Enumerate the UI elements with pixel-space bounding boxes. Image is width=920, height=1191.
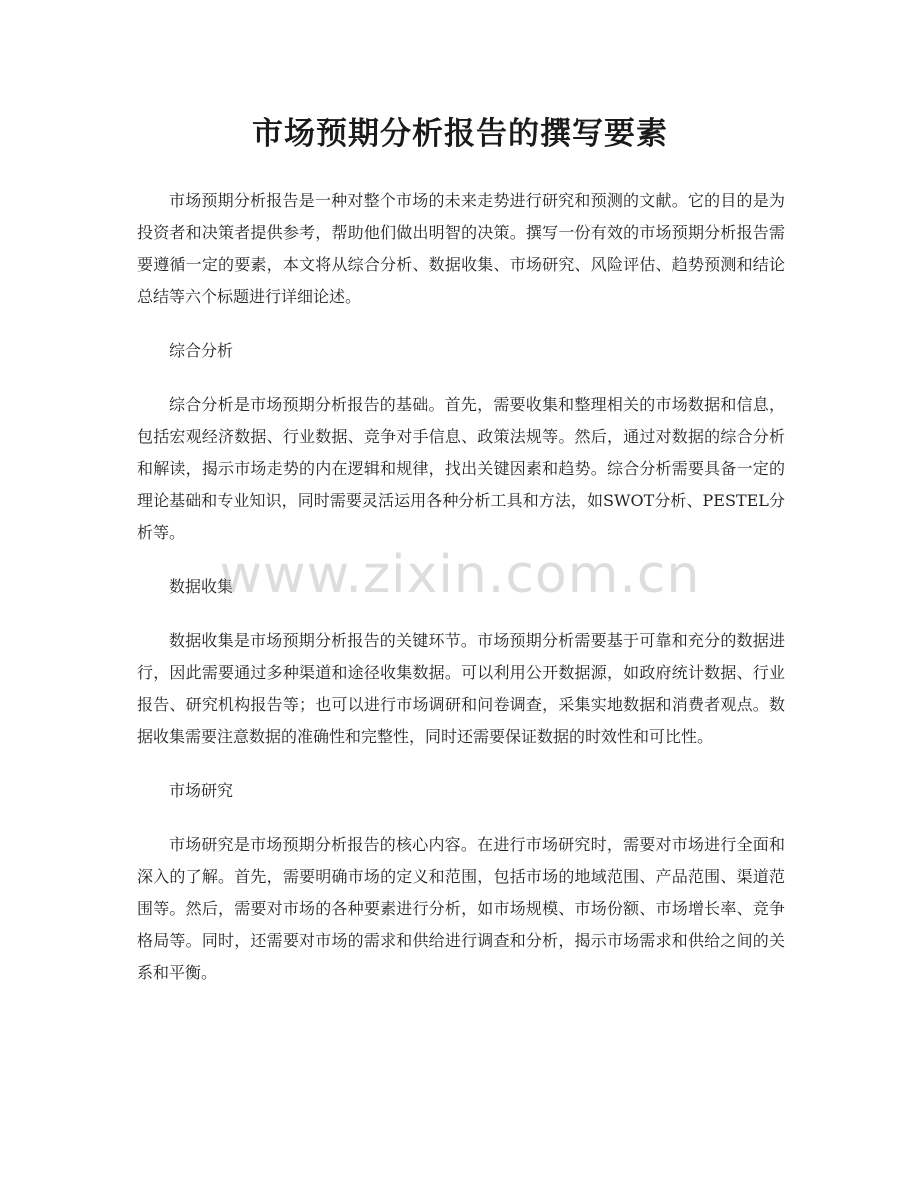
document-title: 市场预期分析报告的撰写要素 bbox=[252, 116, 668, 152]
section-body-comprehensive-analysis: 综合分析是市场预期分析报告的基础。首先，需要收集和整理相关的市场数据和信息，包括宏观经济数据、行业数据、竞争对手信息、政策法规等。然后，通过对数据的综合分析和解读，揭示市场走势的内在逻辑和规律，找出关键因素和趋势。综合分析需要具备一定的理论基础和专业知识，同时需要灵活运用各种分析工具和方法，如SWOT分析、PESTEL分析等。 bbox=[137, 395, 785, 542]
section-heading-data-collection: 数据收集 bbox=[169, 577, 234, 596]
section-body-data-collection: 数据收集是市场预期分析报告的关键环节。市场预期分析需要基于可靠和充分的数据进行，因此需要通过多种渠道和途径收集数据。可以利用公开数据源，如政府统计数据、行业报告、研究机构报告等；也可以进行市场调研和问卷调查，采集实地数据和消费者观点。数据收集需要注意数据的准确性和完整性，同时还需要保证数据的时效性和可比性。 bbox=[137, 631, 785, 746]
document-body bbox=[137, 185, 785, 989]
section-heading-market-research: 市场研究 bbox=[169, 781, 234, 800]
section-heading-comprehensive-analysis: 综合分析 bbox=[169, 341, 234, 360]
section-body-market-research: 市场研究是市场预期分析报告的核心内容。在进行市场研究时，需要对市场进行全面和深入的了解。首先，需要明确市场的定义和范围，包括市场的地域范围、产品范围、渠道范围等。然后，需要对市场的各种要素进行分析，如市场规模、市场份额、市场增长率、竞争格局等。同时，还需要对市场的需求和供给进行调查和分析，揭示市场需求和供给之间的关系和平衡。 bbox=[137, 835, 785, 982]
intro-paragraph: 市场预期分析报告是一种对整个市场的未来走势进行研究和预测的文献。它的目的是为投资者和决策者提供参考，帮助他们做出明智的决策。撰写一份有效的市场预期分析报告需要遵循一定的要素，本文将从综合分析、数据收集、市场研究、风险评估、趋势预测和结论总结等六个标题进行详细论述。 bbox=[137, 191, 785, 306]
watermark: www.zixin.com.cn bbox=[219, 545, 701, 605]
